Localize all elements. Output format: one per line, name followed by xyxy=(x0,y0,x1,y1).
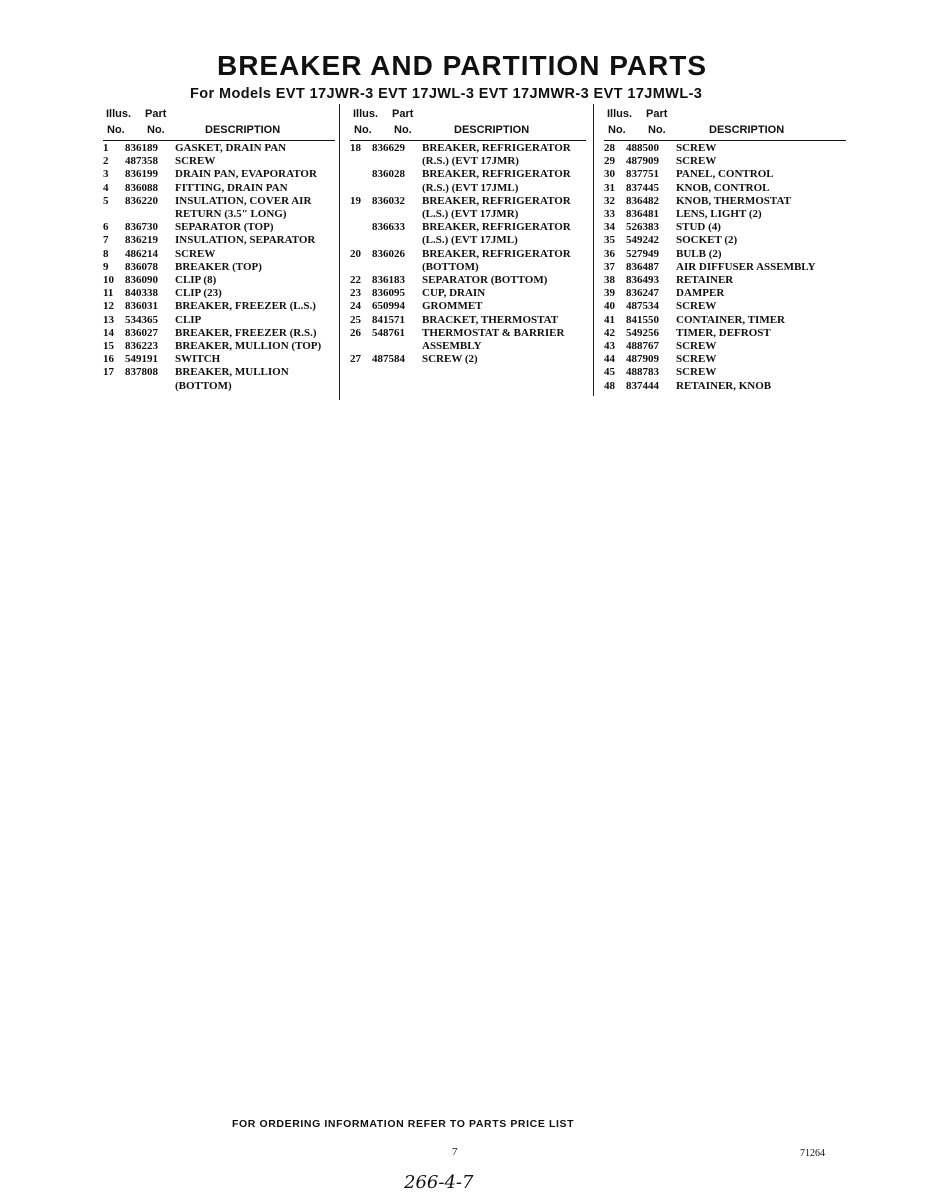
illus-number: 7 xyxy=(103,234,109,247)
table-row xyxy=(604,300,846,313)
illus-number: 18 xyxy=(350,142,361,154)
illus-number: 6 xyxy=(103,221,109,234)
part-number: 836032 xyxy=(372,194,405,207)
illus-number: 39 xyxy=(604,287,615,300)
parts-column-1 xyxy=(103,108,335,393)
column-header xyxy=(350,108,586,142)
illus-number: 23 xyxy=(350,287,361,300)
part-description: SWITCH xyxy=(175,353,221,366)
illus-number: 19 xyxy=(350,194,361,207)
illus-number xyxy=(103,380,125,393)
part-description: RETAINER, KNOB xyxy=(676,379,772,392)
illus-number: 22 xyxy=(350,274,361,287)
part-number: 841550 xyxy=(626,313,659,326)
illus-number: 27 xyxy=(350,353,361,366)
part-number xyxy=(125,208,175,221)
part-number xyxy=(372,234,422,247)
part-number: 837808 xyxy=(125,366,158,379)
part-description: BREAKER (TOP) xyxy=(175,260,262,273)
part-no-label: No. xyxy=(394,124,412,136)
part-description: SOCKET (2) xyxy=(676,234,738,247)
table-row xyxy=(103,287,335,300)
part-description: DAMPER xyxy=(676,287,725,300)
table-row xyxy=(604,195,846,208)
illus-number: 12 xyxy=(103,300,114,313)
illus-label: Illus. xyxy=(353,108,379,120)
illus-number: 29 xyxy=(604,155,615,168)
table-row xyxy=(604,261,846,274)
part-number: 836629 xyxy=(372,142,405,154)
table-row xyxy=(350,221,586,234)
part-description: GROMMET xyxy=(422,300,483,313)
illus-number: 38 xyxy=(604,274,615,287)
part-number: 836633 xyxy=(372,221,405,234)
illus-number: 10 xyxy=(103,274,114,287)
illus-number xyxy=(350,340,372,353)
illus-number: 33 xyxy=(604,208,615,221)
table-row xyxy=(604,248,846,261)
table-row xyxy=(604,314,846,327)
part-number: 837444 xyxy=(626,379,659,392)
table-row xyxy=(103,380,335,393)
part-number xyxy=(372,340,422,353)
table-row xyxy=(103,300,335,313)
table-row xyxy=(103,314,335,327)
illus-number: 17 xyxy=(103,366,114,379)
part-number: 836247 xyxy=(626,287,659,300)
header-rule xyxy=(604,140,846,141)
part-description: BREAKER, REFRIGERATOR xyxy=(422,142,571,154)
ordering-note: FOR ORDERING INFORMATION REFER TO PARTS PRICE LIST xyxy=(232,1118,575,1130)
models-subtitle: For Models EVT 17JWR-3 EVT 17JWL-3 EVT 17JMWR-3 EVT 17JMWL-3 xyxy=(190,86,703,102)
column-divider xyxy=(593,104,594,396)
part-description: BRACKET, THERMOSTAT xyxy=(422,313,559,326)
part-description: CUP, DRAIN xyxy=(422,287,486,300)
part-label: Part xyxy=(145,108,167,120)
part-description: BREAKER, FREEZER (L.S.) xyxy=(175,300,316,313)
table-row xyxy=(604,380,846,393)
illus-number: 14 xyxy=(103,326,114,339)
part-number: 534365 xyxy=(125,313,158,326)
illus-number: 40 xyxy=(604,300,615,313)
table-row xyxy=(350,274,586,287)
illus-number: 36 xyxy=(604,247,615,260)
part-number: 487534 xyxy=(626,300,659,313)
part-number: 549242 xyxy=(626,234,659,247)
part-description: SCREW xyxy=(676,353,717,366)
part-description: SEPARATOR (TOP) xyxy=(175,221,274,234)
table-row xyxy=(350,142,586,155)
part-description: FITTING, DRAIN PAN xyxy=(175,181,288,194)
table-row xyxy=(604,182,846,195)
parts-column-2 xyxy=(350,108,586,366)
part-description: SCREW xyxy=(676,366,717,379)
part-description: PANEL, CONTROL xyxy=(676,168,774,181)
table-row xyxy=(103,234,335,247)
illus-label: Illus. xyxy=(607,108,633,120)
part-number: 526383 xyxy=(626,221,659,234)
illus-number: 24 xyxy=(350,300,361,313)
illus-number xyxy=(350,208,372,221)
part-number: 836031 xyxy=(125,300,158,313)
table-row xyxy=(103,221,335,234)
table-row xyxy=(604,221,846,234)
part-number: 650994 xyxy=(372,300,405,313)
part-description: (L.S.) (EVT 17JML) xyxy=(422,234,518,247)
table-row xyxy=(350,234,586,247)
part-number: 836090 xyxy=(125,274,158,287)
part-number: 487909 xyxy=(626,353,659,366)
part-description: CLIP xyxy=(175,313,202,326)
part-description: CLIP (23) xyxy=(175,287,222,300)
table-row xyxy=(103,353,335,366)
part-description: INSULATION, SEPARATOR xyxy=(175,234,316,247)
part-number: 836482 xyxy=(626,194,659,207)
part-no-label: No. xyxy=(147,124,165,136)
illus-no-label: No. xyxy=(354,124,372,136)
illus-number xyxy=(350,182,372,195)
part-number: 836219 xyxy=(125,234,158,247)
part-number: 549256 xyxy=(626,326,659,339)
parts-list xyxy=(103,142,335,393)
part-number: 527949 xyxy=(626,247,659,260)
part-number: 836199 xyxy=(125,168,158,181)
part-label: Part xyxy=(646,108,668,120)
part-number: 841571 xyxy=(372,313,405,326)
part-description: CONTAINER, TIMER xyxy=(676,313,785,326)
illus-number: 3 xyxy=(103,168,109,181)
part-description: GASKET, DRAIN PAN xyxy=(175,142,287,154)
table-row xyxy=(604,155,846,168)
table-row xyxy=(103,168,335,181)
part-description: SCREW xyxy=(676,142,717,154)
illus-number: 9 xyxy=(103,260,109,273)
table-row xyxy=(103,366,335,379)
column-header xyxy=(604,108,846,142)
part-description: SCREW xyxy=(175,247,216,260)
part-description: BREAKER, MULLION (TOP) xyxy=(175,340,322,353)
part-description: KNOB, CONTROL xyxy=(676,181,770,194)
part-number: 836220 xyxy=(125,194,158,207)
part-description: BREAKER, MULLION xyxy=(175,366,289,379)
part-description: CLIP (8) xyxy=(175,274,217,287)
table-row xyxy=(103,274,335,287)
part-number: 836026 xyxy=(372,247,405,260)
illus-label: Illus. xyxy=(106,108,132,120)
part-description: (BOTTOM) xyxy=(175,379,232,392)
part-description: SCREW xyxy=(676,340,717,353)
table-row xyxy=(350,327,586,340)
table-row xyxy=(103,142,335,155)
part-number: 836481 xyxy=(626,208,659,221)
part-description: SCREW xyxy=(676,155,717,168)
part-description: RETURN (3.5" LONG) xyxy=(175,208,287,221)
header-rule xyxy=(350,140,586,141)
illus-number: 28 xyxy=(604,142,615,154)
table-row xyxy=(103,327,335,340)
table-row xyxy=(103,208,335,221)
part-description: BULB (2) xyxy=(676,247,722,260)
part-description: BREAKER, REFRIGERATOR xyxy=(422,168,571,181)
part-number: 549191 xyxy=(125,353,158,366)
illus-number: 35 xyxy=(604,234,615,247)
page-number: 7 xyxy=(452,1146,458,1158)
illus-number: 20 xyxy=(350,247,361,260)
part-number: 837751 xyxy=(626,168,659,181)
part-number: 836223 xyxy=(125,340,158,353)
part-description: (R.S.) (EVT 17JMR) xyxy=(422,155,519,168)
table-row xyxy=(350,208,586,221)
illus-number: 44 xyxy=(604,353,615,366)
part-number: 487909 xyxy=(626,155,659,168)
part-number: 488783 xyxy=(626,366,659,379)
table-row xyxy=(103,261,335,274)
part-number xyxy=(372,208,422,221)
table-row xyxy=(604,353,846,366)
illus-number: 41 xyxy=(604,313,615,326)
table-row xyxy=(604,366,846,379)
table-row xyxy=(350,314,586,327)
part-number: 487584 xyxy=(372,353,405,366)
table-row xyxy=(604,287,846,300)
table-row xyxy=(103,195,335,208)
illus-number: 42 xyxy=(604,326,615,339)
part-description: SEPARATOR (BOTTOM) xyxy=(422,274,548,287)
part-number: 836189 xyxy=(125,142,158,154)
part-number: 836028 xyxy=(372,168,405,181)
part-number: 836487 xyxy=(626,260,659,273)
table-row xyxy=(604,274,846,287)
table-row xyxy=(604,142,846,155)
part-number: 836493 xyxy=(626,274,659,287)
table-row xyxy=(103,155,335,168)
illus-no-label: No. xyxy=(107,124,125,136)
part-description: BREAKER, REFRIGERATOR xyxy=(422,247,571,260)
part-number: 486214 xyxy=(125,247,158,260)
description-label: DESCRIPTION xyxy=(709,124,785,136)
part-description: INSULATION, COVER AIR xyxy=(175,194,312,207)
part-description: SCREW xyxy=(175,155,216,168)
table-row xyxy=(350,300,586,313)
part-number: 837445 xyxy=(626,181,659,194)
illus-number: 13 xyxy=(103,313,114,326)
part-number: 836095 xyxy=(372,287,405,300)
table-row xyxy=(604,168,846,181)
illus-number: 2 xyxy=(103,155,109,168)
page-title: BREAKER AND PARTITION PARTS xyxy=(216,50,708,81)
column-header xyxy=(103,108,335,142)
table-row xyxy=(604,234,846,247)
part-description: (BOTTOM) xyxy=(422,260,479,273)
table-row xyxy=(103,248,335,261)
part-description: STUD (4) xyxy=(676,221,721,234)
table-row xyxy=(350,195,586,208)
part-number xyxy=(372,182,422,195)
part-description: BREAKER, REFRIGERATOR xyxy=(422,221,571,234)
part-description: (L.S.) (EVT 17JMR) xyxy=(422,208,519,221)
part-number: 488767 xyxy=(626,340,659,353)
illus-number: 8 xyxy=(103,247,109,260)
illus-number xyxy=(350,168,372,181)
handwritten-note: 266-4-7 xyxy=(404,1172,474,1193)
part-description: (R.S.) (EVT 17JML) xyxy=(422,181,519,194)
table-row xyxy=(350,353,586,366)
part-description: RETAINER xyxy=(676,274,734,287)
illus-number: 34 xyxy=(604,221,615,234)
part-number xyxy=(125,380,175,393)
part-description: BREAKER, FREEZER (R.S.) xyxy=(175,326,317,339)
illus-number: 16 xyxy=(103,353,114,366)
table-row xyxy=(350,155,586,168)
illus-number: 4 xyxy=(103,181,109,194)
header-rule xyxy=(103,140,335,141)
illus-number: 30 xyxy=(604,168,615,181)
table-row xyxy=(350,182,586,195)
illus-number: 48 xyxy=(604,379,615,392)
parts-list xyxy=(350,142,586,366)
part-description: ASSEMBLY xyxy=(422,340,482,353)
illus-number xyxy=(103,208,125,221)
parts-list xyxy=(604,142,846,393)
part-number: 548761 xyxy=(372,326,405,339)
description-label: DESCRIPTION xyxy=(454,124,530,136)
part-number: 836027 xyxy=(125,326,158,339)
table-row xyxy=(350,168,586,181)
part-description: KNOB, THERMOSTAT xyxy=(676,194,791,207)
part-number: 836078 xyxy=(125,260,158,273)
part-number: 836730 xyxy=(125,221,158,234)
part-number: 487358 xyxy=(125,155,158,168)
part-number: 488500 xyxy=(626,142,659,154)
parts-column-3 xyxy=(604,108,846,393)
illus-number: 43 xyxy=(604,340,615,353)
part-label: Part xyxy=(392,108,414,120)
document-code: 71264 xyxy=(800,1148,825,1159)
illus-number: 11 xyxy=(103,287,114,300)
illus-number: 31 xyxy=(604,181,615,194)
description-label: DESCRIPTION xyxy=(205,124,281,136)
part-number xyxy=(372,261,422,274)
table-row xyxy=(350,261,586,274)
part-description: SCREW (2) xyxy=(422,353,478,366)
illus-number xyxy=(350,221,372,234)
part-no-label: No. xyxy=(648,124,666,136)
illus-number xyxy=(350,234,372,247)
illus-number xyxy=(350,261,372,274)
part-number xyxy=(372,155,422,168)
part-description: AIR DIFFUSER ASSEMBLY xyxy=(676,260,816,273)
part-description: TIMER, DEFROST xyxy=(676,326,771,339)
table-row xyxy=(103,340,335,353)
table-row xyxy=(350,340,586,353)
illus-number: 45 xyxy=(604,366,615,379)
illus-number: 26 xyxy=(350,326,361,339)
part-number: 836088 xyxy=(125,181,158,194)
table-row xyxy=(604,327,846,340)
part-description: DRAIN PAN, EVAPORATOR xyxy=(175,168,317,181)
part-description: THERMOSTAT & BARRIER xyxy=(422,326,565,339)
illus-no-label: No. xyxy=(608,124,626,136)
table-row xyxy=(604,208,846,221)
part-number: 840338 xyxy=(125,287,158,300)
illus-number: 25 xyxy=(350,313,361,326)
illus-number: 37 xyxy=(604,260,615,273)
table-row xyxy=(103,182,335,195)
part-description: BREAKER, REFRIGERATOR xyxy=(422,194,571,207)
illus-number: 15 xyxy=(103,340,114,353)
illus-number: 32 xyxy=(604,194,615,207)
illus-number: 5 xyxy=(103,194,109,207)
column-divider xyxy=(339,104,340,400)
table-row xyxy=(350,287,586,300)
table-row xyxy=(604,340,846,353)
part-number: 836183 xyxy=(372,274,405,287)
part-description: LENS, LIGHT (2) xyxy=(676,208,762,221)
illus-number xyxy=(350,155,372,168)
table-row xyxy=(350,248,586,261)
illus-number: 1 xyxy=(103,142,109,154)
part-description: SCREW xyxy=(676,300,717,313)
